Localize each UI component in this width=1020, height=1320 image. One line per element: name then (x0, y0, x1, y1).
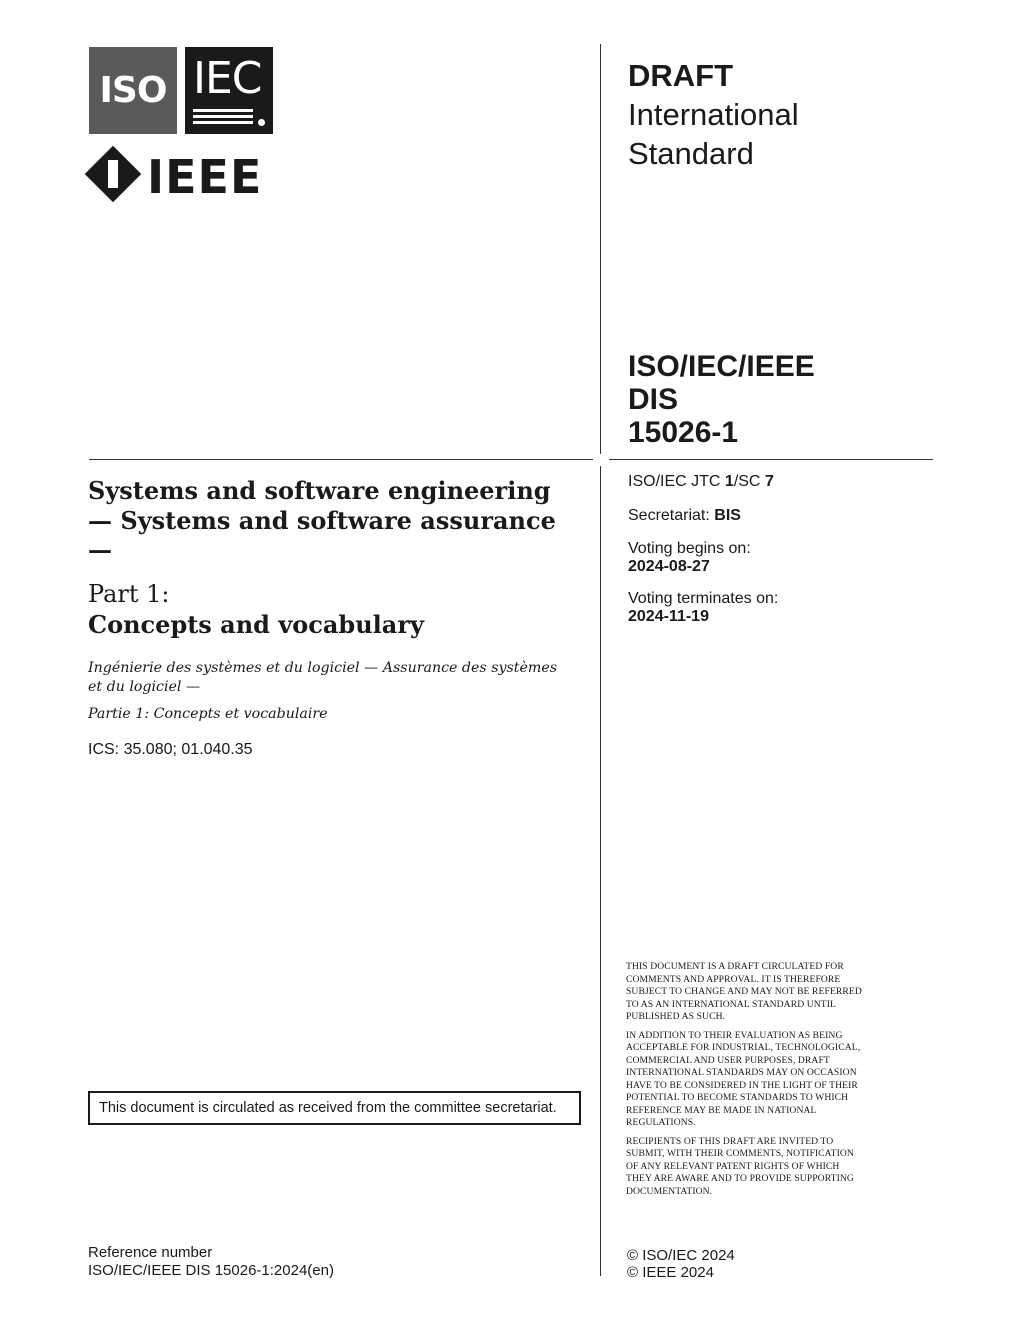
voting-begins-date: 2024-08-27 (628, 558, 710, 575)
committee-mid: /SC (733, 473, 765, 490)
vertical-divider (600, 44, 601, 1276)
reference-value: ISO/IEC/IEEE DIS 15026-1:2024(en) (88, 1262, 334, 1279)
ics-code: ICS: 35.080; 01.040.35 (88, 741, 253, 758)
document-status-heading (628, 56, 799, 173)
part-title: Concepts and vocabulary (88, 609, 424, 639)
draft-label: DRAFT (628, 58, 734, 93)
document-number-line1: ISO/IEC/IEEE (628, 350, 815, 383)
french-title-part: Partie 1: Concepts et vocabulaire (88, 706, 328, 722)
iec-logo (185, 47, 273, 134)
copyright-ieee: © IEEE 2024 (627, 1264, 714, 1281)
ieee-diamond-mark (108, 160, 118, 188)
subcommittee-number: 7 (764, 473, 774, 490)
draft-notice (626, 961, 866, 1204)
voting-terminates-label: Voting terminates on: (628, 590, 779, 607)
circulation-note: This document is circulated as received from the committee secretariat. (99, 1100, 557, 1116)
document-number-line2: DIS (628, 383, 679, 416)
circulation-note-box (88, 1091, 581, 1125)
notice-paragraph-1: THIS DOCUMENT IS A DRAFT CIRCULATED FOR COMMENTS AND APPROVAL. IT IS THEREFORE SUBJECT TO CHANGE AND MAY NOT BE REFERRED TO AS AN INTERNATIONAL STANDARD UNTIL PUBLISHED AS SUCH. (626, 961, 862, 1022)
voting-begins-label: Voting begins on: (628, 540, 751, 557)
document-number-line3: 15026-1 (628, 416, 739, 449)
french-title (88, 659, 558, 724)
international-label: International (628, 97, 799, 132)
committee-number: 1 (724, 473, 734, 490)
document-meta (628, 472, 778, 626)
standard-label: Standard (628, 136, 754, 171)
notice-paragraph-3: RECIPIENTS OF THIS DRAFT ARE INVITED TO SUBMIT, WITH THEIR COMMENTS, NOTIFICATION OF ANY RELEVANT PATENT RIGHTS OF WHICH THEY ARE AWARE AND TO PROVIDE SUPPORTING DOCUMENTATION. (626, 1135, 854, 1197)
horizontal-divider-left (89, 459, 593, 460)
divider-gap (597, 454, 605, 466)
notice-paragraph-2: IN ADDITION TO THEIR EVALUATION AS BEING ACCEPTABLE FOR INDUSTRIAL, TECHNOLOGICAL, COMMERCIAL AND USER PURPOSES, DRAFT INTERNATIONAL STANDARDS MAY ON OCCASION HAVE TO BE CONSIDERED IN THE LIGHT OF THEIR POTENTIAL TO BECOME STANDARDS TO WHICH REFERENCE MAY BE MADE IN NATIONAL REGULATIONS. (626, 1029, 861, 1128)
secretariat-label: Secretariat: (628, 507, 715, 524)
part-heading (88, 580, 424, 639)
ieee-logo (89, 150, 279, 208)
document-number (628, 350, 815, 449)
reference-label: Reference number (88, 1244, 213, 1261)
copyright (627, 1247, 735, 1281)
secretariat-value: BIS (714, 507, 741, 524)
horizontal-divider-right (609, 459, 933, 460)
iec-logo-bars (193, 109, 253, 127)
part-label: Part 1: (88, 580, 170, 608)
copyright-iso-iec: © ISO/IEC 2024 (627, 1247, 735, 1264)
voting-begins (628, 540, 778, 576)
voting-terminates (628, 590, 778, 626)
iec-logo-text: IEC (193, 53, 262, 104)
reference-number (88, 1244, 334, 1280)
committee-prefix: ISO/IEC JTC (628, 473, 725, 490)
secretariat (628, 506, 778, 526)
ieee-logo-text: IEEE (147, 150, 263, 204)
french-title-main: Ingénierie des systèmes et du logiciel — Assurance des systèmes et du logiciel — (88, 660, 558, 695)
document-title: Systems and software engineering — Systems and software assurance — (88, 476, 556, 564)
iso-logo-text: ISO (99, 70, 167, 111)
voting-terminates-date: 2024-11-19 (628, 608, 709, 625)
iec-logo-dot (258, 119, 265, 126)
committee (628, 472, 778, 492)
iso-logo (89, 47, 177, 134)
